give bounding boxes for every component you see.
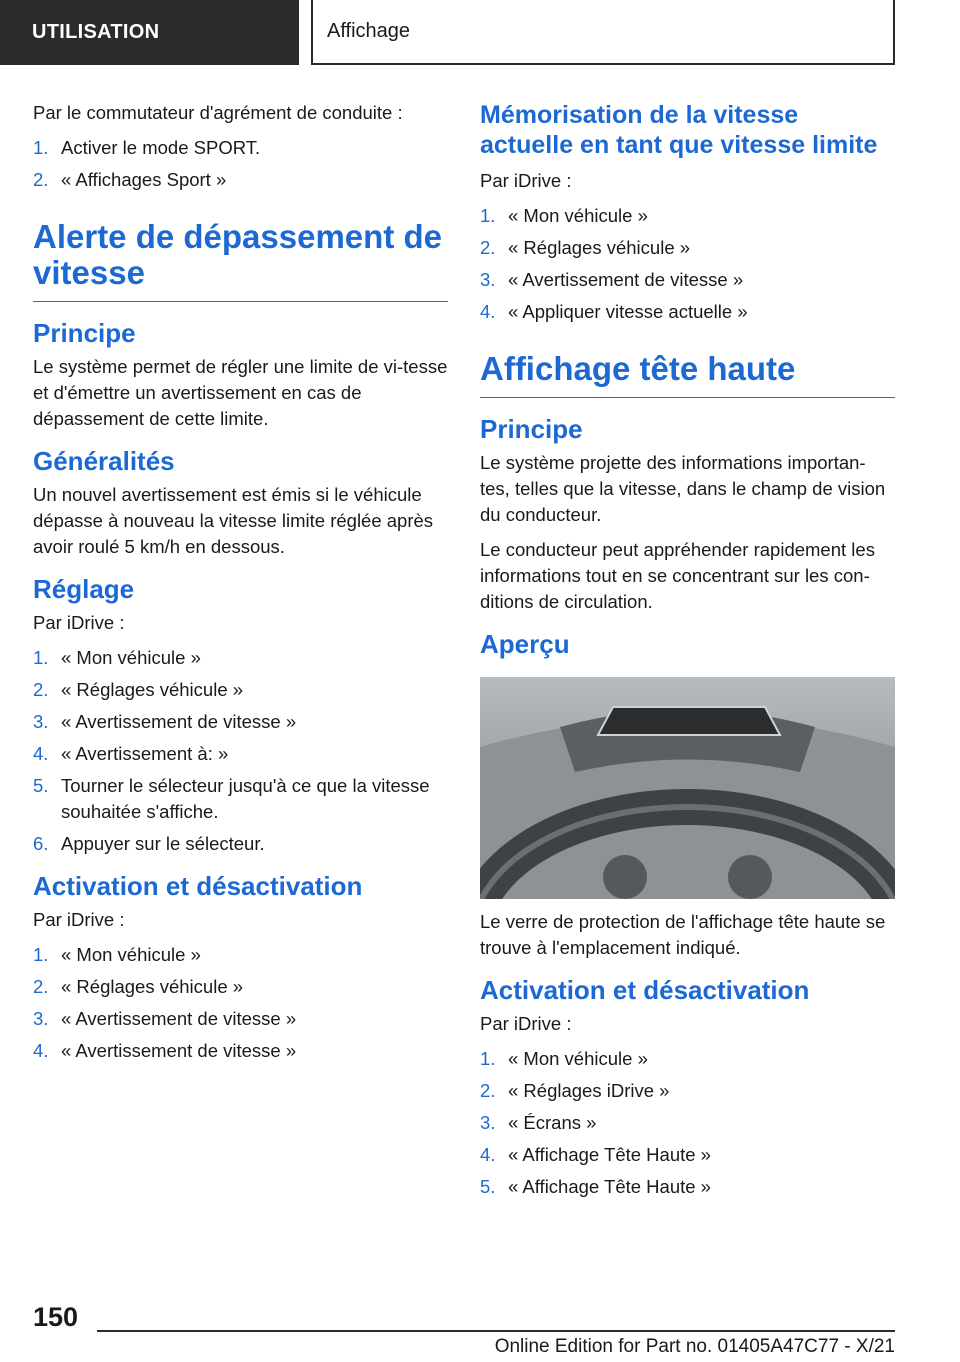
footer-edition: Online Edition for Part no. 01405A47C77 - X/21 — [494, 1336, 895, 1357]
memo-intro: Par iDrive : — [480, 170, 572, 191]
section-heading-hud: Affichage tête haute — [480, 351, 895, 398]
generalites-text: Un nouvel avertissement est émis si le véhicule dépasse à nouveau la vitesse limite réglée après avoir roulé 5 km/h en dessous. — [33, 484, 434, 557]
reglage-intro: Par iDrive : — [33, 612, 125, 633]
list-item: 4. « Affichage Tête Haute » — [480, 1144, 711, 1165]
principe-hud-text-1: Le système projette des informations importan-tes, telles que la vitesse, dans le champ de vision du conducteur. — [480, 452, 886, 525]
list-item: 3. « Avertissement de vitesse » — [33, 1008, 297, 1029]
list-item: 3. « Écrans » — [480, 1112, 597, 1133]
memo-steps — [480, 203, 895, 325]
principe-hud-text-2: Le conducteur peut appréhender rapidement les informations tout en se concentrant sur les con-ditions de circulation. — [480, 539, 875, 612]
reglage-steps — [33, 645, 448, 857]
page-number: 150 — [33, 1302, 79, 1332]
heading-generalites: Généralités — [33, 446, 175, 476]
list-item: 6. Appuyer sur le sélecteur. — [33, 833, 265, 854]
footer-divider — [97, 1330, 895, 1332]
intro-text: Par le commutateur d'agrément de conduite : — [33, 102, 403, 123]
heading-activation-hud: Activation et désactivation — [480, 975, 810, 1005]
principe-text: Le système permet de régler une limite de vi-tesse et d'émettre un avertissement en cas de dépassement de cette limite. — [33, 356, 448, 429]
activation-intro: Par iDrive : — [33, 909, 125, 930]
figure-caption: Le verre de protection de l'affichage tête haute se trouve à l'emplacement indiqué. — [480, 911, 886, 958]
list-item: 4. « Avertissement à: » — [33, 743, 229, 764]
list-item: 4. « Avertissement de vitesse » — [33, 1040, 297, 1061]
heading-principe: Principe — [33, 318, 136, 348]
list-item: 3. « Avertissement de vitesse » — [33, 711, 297, 732]
section-heading-speed-alert: Alerte de dépassement de vitesse — [33, 219, 448, 302]
right-column — [480, 100, 895, 1212]
intro-steps — [33, 135, 448, 193]
list-item: 1. « Mon véhicule » — [480, 205, 648, 226]
list-item: 3. « Avertissement de vitesse » — [480, 269, 744, 290]
list-item: 2. « Réglages véhicule » — [480, 237, 691, 258]
activation-steps — [33, 942, 448, 1064]
section-tab: UTILISATION — [0, 0, 299, 65]
activation-hud-steps — [480, 1046, 895, 1200]
heading-reglage: Réglage — [33, 574, 135, 604]
list-item: 4. « Appliquer vitesse actuelle » — [480, 301, 748, 322]
list-item: 5. Tourner le sélecteur jusqu'à ce que la vitesse souhaitée s'affiche. — [33, 775, 430, 822]
list-item: 1. « Mon véhicule » — [480, 1048, 648, 1069]
dashboard-illustration — [480, 677, 895, 899]
left-column — [33, 100, 448, 1076]
heading-activation: Activation et désactivation — [33, 871, 363, 901]
heading-apercu: Aperçu — [480, 629, 570, 659]
list-item: 2. « Réglages véhicule » — [33, 679, 244, 700]
heading-principe-hud: Principe — [480, 414, 583, 444]
activation-hud-intro: Par iDrive : — [480, 1013, 572, 1034]
chapter-title: Affichage — [311, 0, 895, 65]
heading-memorisation: Mémorisation de la vitesse actuelle en tant que vitesse limite — [480, 101, 878, 159]
hud-dashboard-image — [480, 677, 895, 899]
list-item: 2. « Réglages iDrive » — [480, 1080, 670, 1101]
list-item: 2. « Réglages véhicule » — [33, 976, 244, 997]
list-item: 1. « Mon véhicule » — [33, 647, 201, 668]
list-item: 5. « Affichage Tête Haute » — [480, 1176, 711, 1197]
list-item: 1. « Mon véhicule » — [33, 944, 201, 965]
list-item: 1. Activer le mode SPORT. — [33, 137, 261, 158]
list-item: 2. « Affichages Sport » — [33, 169, 227, 190]
